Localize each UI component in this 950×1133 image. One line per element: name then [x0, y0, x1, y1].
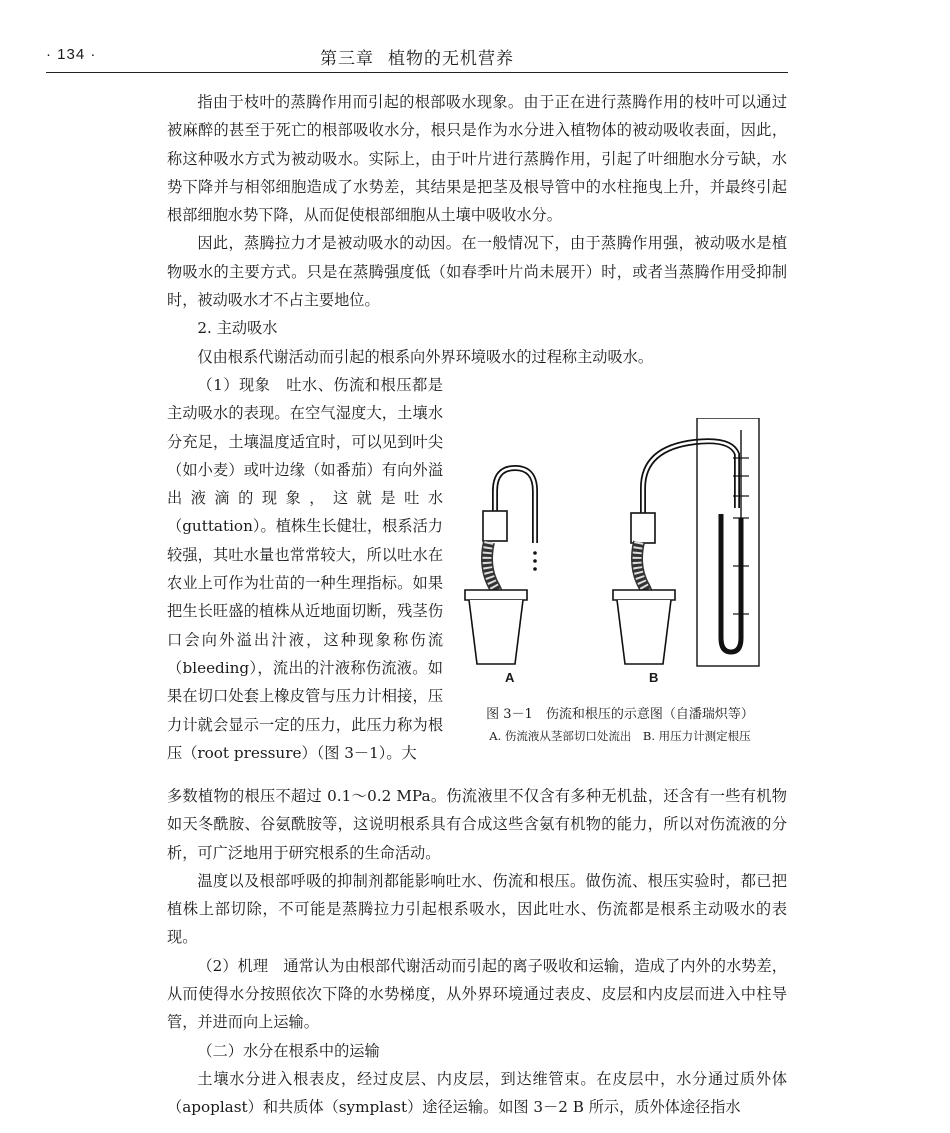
paragraph: （2）机理 通常认为由根部代谢活动而引起的离子吸收和运输，造成了内外的水势差，从而使得水分按照依次下降的水势梯度，从外界环境通过表皮、皮层和内皮层而进入中柱导管，并进而向上运输。: [167, 956, 787, 1032]
paragraph-wrapped: （1）现象 吐水、伤流和根压都是主动吸水的表现。在空气湿度大，土壤水分充足，土壤温度适宜时，可以见到叶尖（如小麦）或叶边缘（如番茄）有向外溢出液滴的现象，这就是吐水（guttation）。植株生长健壮，根系活力较强，其吐水量也常常较大，所以吐水在农业上可作为壮苗的一种生理指标。如果把生长旺盛的植株从近地面切断，残茎伤口会向外溢出汁液，这种现象称伤流（bleeding），流出的汁液称伤流液。如果在切口处套上橡皮管与压力计相接，压力计就会显示一定的压力，此压力称为根压（root pressure）（图 3－1）。大: [167, 375, 443, 762]
chapter-heading: [46, 44, 788, 69]
page-header: [46, 38, 788, 73]
chapter-number: 第三章: [320, 49, 374, 69]
figure-caption: 图 3－1 伤流和根压的示意图（自潘瑞炽等）: [486, 707, 754, 722]
paragraph-continued: 多数植物的根压不超过 0.1～0.2 MPa。伤流液里不仅含有多种无机盐，还含有一些有机物如天冬酰胺、谷氨酰胺等，这说明根系具有合成这些含氨有机物的能力，所以对伤流液的分析，可广泛地用于研究根系的生命活动。: [167, 787, 787, 862]
section-heading: 2. 主动吸水: [197, 319, 278, 338]
figure-3-1: [455, 418, 785, 748]
paragraph: 仅由根系代谢活动而引起的根系向外界环境吸水的过程称主动吸水。: [197, 347, 654, 366]
paragraph: 因此，蒸腾拉力才是被动吸水的动因。在一般情况下，由于蒸腾作用强，被动吸水是植物吸水的主要方式。只是在蒸腾强度低（如春季叶片尚未展开）时，或者当蒸腾作用受抑制时，被动吸水才不占主要地位。: [167, 234, 787, 310]
paragraph: 指由于枝叶的蒸腾作用而引起的根部吸水现象。由于正在进行蒸腾作用的枝叶可以通过被麻醉的甚至于死亡的根部吸收水分，根只是作为水分进入植物体的被动吸收表面，因此，称这种吸水方式为被动吸水。实际上，由于叶片进行蒸腾作用，引起了叶细胞水分亏缺，水势下降并与相邻细胞造成了水势差，其结果是把茎及根导管中的水柱拖曳上升，并最终引起根部细胞水势下降，从而促使根部细胞从土壤中吸收水分。: [167, 93, 787, 225]
chapter-title: 植物的无机营养: [388, 49, 514, 69]
section-heading: （二）水分在根系中的运输: [197, 1041, 380, 1060]
figure-label-a: A: [505, 670, 515, 685]
figure-label-b: B: [649, 670, 659, 685]
page-number: · 134 ·: [46, 46, 97, 63]
paragraph: 土壤水分进入根表皮，经过皮层、内皮层，到达维管束。在皮层中，水分通过质外体（apoplast）和共质体（symplast）途径运输。如图 3－2 B 所示，质外体途径指水: [167, 1069, 787, 1117]
figure-subcaption: A. 伤流液从茎部切口处流出 B. 用压力计测定根压: [489, 729, 751, 743]
body-text-lower: [167, 782, 787, 1122]
figure-illustration: [455, 418, 785, 698]
paragraph: 温度以及根部呼吸的抑制剂都能影响吐水、伤流和根压。做伤流、根压实验时，都已把植株上部切除，不可能是蒸腾拉力引起根系吸水，因此吐水、伤流都是根系主动吸水的表现。: [167, 871, 787, 947]
